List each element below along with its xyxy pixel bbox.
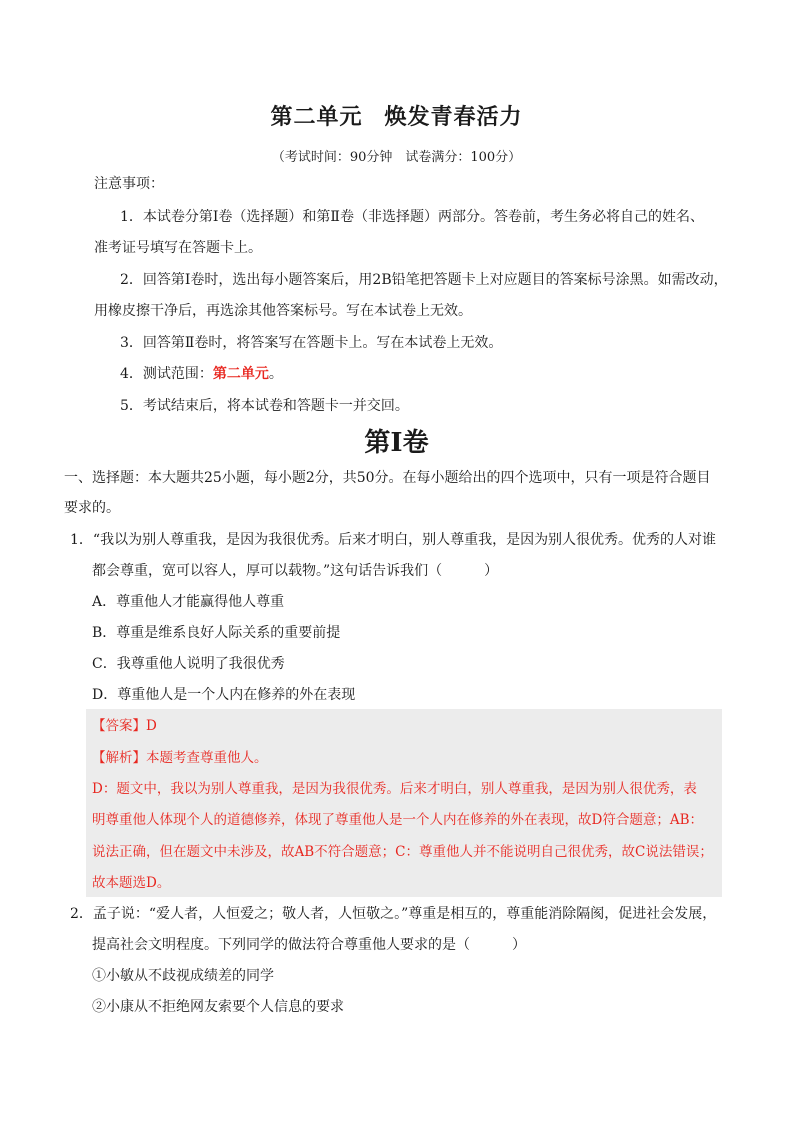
notice-heading: 注意事项： [94,176,164,192]
title-theme: 焕发青春活力 [384,104,523,130]
analysis-label: 【解析】 [92,750,146,766]
analysis-intro-text: 本题考查尊重他人。 [146,750,268,766]
question-1-option-b: B．尊重是维系良好人际关系的重要前提 [92,625,341,641]
question-1-option-c: C．我尊重他人说明了我很优秀 [92,656,285,672]
answer-analysis-box [86,709,722,897]
question-2-stem-line-1: 2．孟子说：“爱人者，人恒爱之；敬人者，人恒敬之。”尊重是相互的，尊重能消除隔阂，促进社会发展， [70,906,717,922]
question-1-option-a: A．尊重他人才能赢得他人尊重 [92,594,285,610]
notice-item-2-line-2: 用橡皮擦干净后，再选涂其他答案标号。写在本试卷上无效。 [94,303,472,319]
notice-item-4 [120,364,283,384]
question-1-stem-line-2: 都会尊重，宽可以容人，厚可以载物。”这句话告诉我们（ ） [92,563,499,579]
analysis-intro [92,748,268,768]
notice-item-4-prefix: 4．测试范围： [120,366,213,382]
question-1-stem-line-1: 1．“我以为别人尊重我，是因为我很优秀。后来才明白，别人尊重我，是因为别人很优秀。优秀的人对谁 [70,532,717,548]
question-1-option-d: D．尊重他人是一个人内在修养的外在表现 [92,687,356,703]
analysis-line-4: 故本题选D。 [92,875,171,891]
analysis-line-1: D：题文中，我以为别人尊重我，是因为我很优秀。后来才明白，别人尊重我，是因为别人很优秀，表 [92,781,697,797]
notice-item-1-line-2: 准考证号填写在答题卡上。 [94,240,262,256]
notice-item-5: 5．考试结束后，将本试卷和答题卡一并交回。 [120,398,409,414]
analysis-line-3: 说法正确，但在题文中未涉及，故AB不符合题意；C：尊重他人并不能说明自己很优秀，故C说法错误； [92,844,713,860]
analysis-line-2: 明尊重他人体现个人的道德修养，体现了尊重他人是一个人内在修养的外在表现，故D符合题意；AB： [92,812,703,828]
title-unit: 第二单元 [270,104,363,130]
answer-line [92,716,157,736]
test-scope: 第二单元 [212,366,269,382]
section-title: 第Ⅰ卷 [364,428,429,458]
notice-item-3: 3．回答第Ⅱ卷时，将答案写在答题卡上。写在本试卷上无效。 [120,335,503,351]
exam-info: （考试时间：90分钟 试卷满分：100分） [271,150,522,165]
question-2-item-1: ①小敏从不歧视成绩差的同学 [92,968,274,984]
section-intro-line-2: 要求的。 [64,500,120,516]
question-2-item-2: ②小康从不拒绝网友索要个人信息的要求 [92,999,344,1015]
section-intro-line-1: 一、选择题：本大题共25小题，每小题2分，共50分。在每小题给出的四个选项中，只有一项是符合题目 [64,470,711,486]
notice-item-1-line-1: 1．本试卷分第Ⅰ卷（选择题）和第Ⅱ卷（非选择题）两部分。答卷前，考生务必将自己的姓名、 [120,209,704,225]
question-2-stem-line-2: 提高社会文明程度。下列同学的做法符合尊重他人要求的是（ ） [92,937,526,953]
notice-item-2-line-1: 2．回答第Ⅰ卷时，选出每小题答案后，用2B铅笔把答题卡上对应题目的答案标号涂黑。如需改动， [120,272,728,288]
answer-value: D [146,718,157,734]
answer-label: 【答案】 [92,718,146,734]
notice-item-4-suffix: 。 [268,366,283,382]
page-title [0,100,793,131]
